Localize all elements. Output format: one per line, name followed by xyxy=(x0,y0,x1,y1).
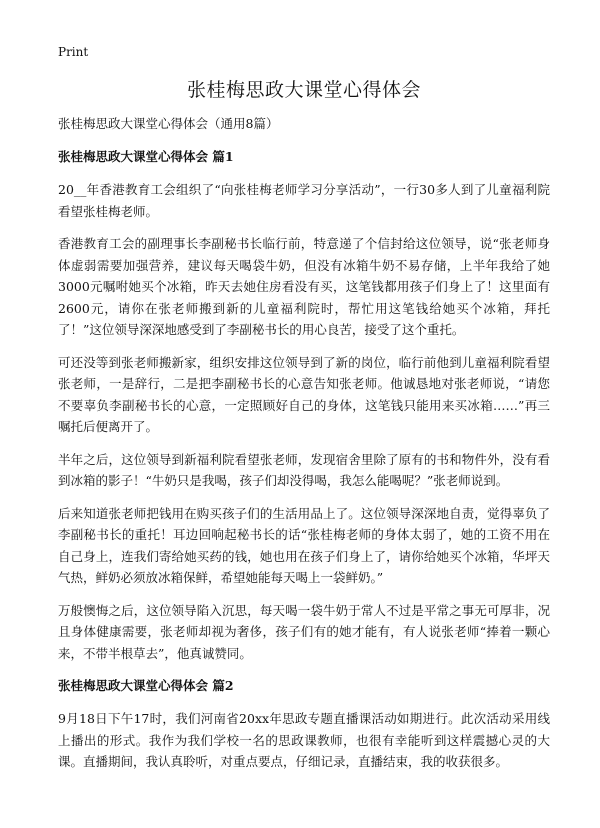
section-heading: 张桂梅思政大课堂心得体会 篇1 xyxy=(58,149,234,164)
section-2 xyxy=(58,675,550,773)
document-subtitle: 张桂梅思政大课堂心得体会（通用8篇） xyxy=(58,116,279,131)
section-heading: 张桂梅思政大课堂心得体会 篇2 xyxy=(58,678,234,693)
paragraph: 可还没等到张老师搬新家，组织安排这位领导到了新的岗位，临行前他到儿童福利院看望张老师，一是辞行，二是把李副秘书长的心意告知张老师。他诚恳地对张老师说，“请您不要辜负李副秘书长的心意，一定照顾好自己的身体，这笔钱只能用来买冰箱……”再三嘱托后便离开了。 xyxy=(58,354,550,434)
page-title: 张桂梅思政大课堂心得体会 xyxy=(186,79,421,101)
paragraph: 半年之后，这位领导到新福利院看望张老师，发现宿舍里除了原有的书和物件外，没有看到冰箱的影子！“牛奶只是我喝，孩子们却没得喝，我怎么能喝呢？”张老师说到。 xyxy=(58,451,550,488)
paragraph: 9月18日下午17时，我们河南省20xx年思政专题直播课活动如期进行。此次活动采用线上播出的形式。我作为我们学校一名的思政课教师，也很有幸能听到这样震撼心灵的大课。直播期间，我认真聆听，对重点要点，仔细记录，直播结束，我的收获很多。 xyxy=(58,711,550,769)
paragraph: 后来知道张老师把钱用在购买孩子们的生活用品上了。这位领导深深地自责，觉得辜负了李副秘书长的重托！耳边回响起秘书长的话“张桂梅老师的身体太弱了，她的工资不用在自己身上，连我们寄给她买药的钱，她也用在孩子们身上了，请你给她买个冰箱，华坪天气热，鲜奶必须放冰箱保鲜，希望她能每天喝上一袋鲜奶。” xyxy=(58,505,550,585)
paragraph: 万般懊悔之后，这位领导陷入沉思，每天喝一袋牛奶于常人不过是平常之事无可厚非，况且身体健康需要，张老师却视为奢侈，孩子们有的她才能有，有人说张老师“捧着一颗心来，不带半根草去”，他真诚赞同。 xyxy=(58,602,550,661)
print-link[interactable]: Print xyxy=(58,45,89,59)
paragraph: 20__年香港教育工会组织了“向张桂梅老师学习分享活动”，一行30多人到了儿童福利院看望张桂梅老师。 xyxy=(58,182,550,219)
section-1 xyxy=(58,146,550,664)
paragraph: 香港教育工会的副理事长李副秘书长临行前，特意递了个信封给这位领导，说“张老师身体虚弱需要加强营养，建议每天喝袋牛奶，但没有冰箱牛奶不易存储，上半年我给了她3000元嘱咐她买个冰箱，昨天去她住房看没有买，这笔钱都用孩子们身上了！这里面有2600元，请你在张老师搬到新的儿童福利院时，帮忙用这笔钱给她买个冰箱，拜托了！”这位领导深深地感受到了李副秘书长的用心良苦，接受了这个重托。 xyxy=(58,236,550,337)
